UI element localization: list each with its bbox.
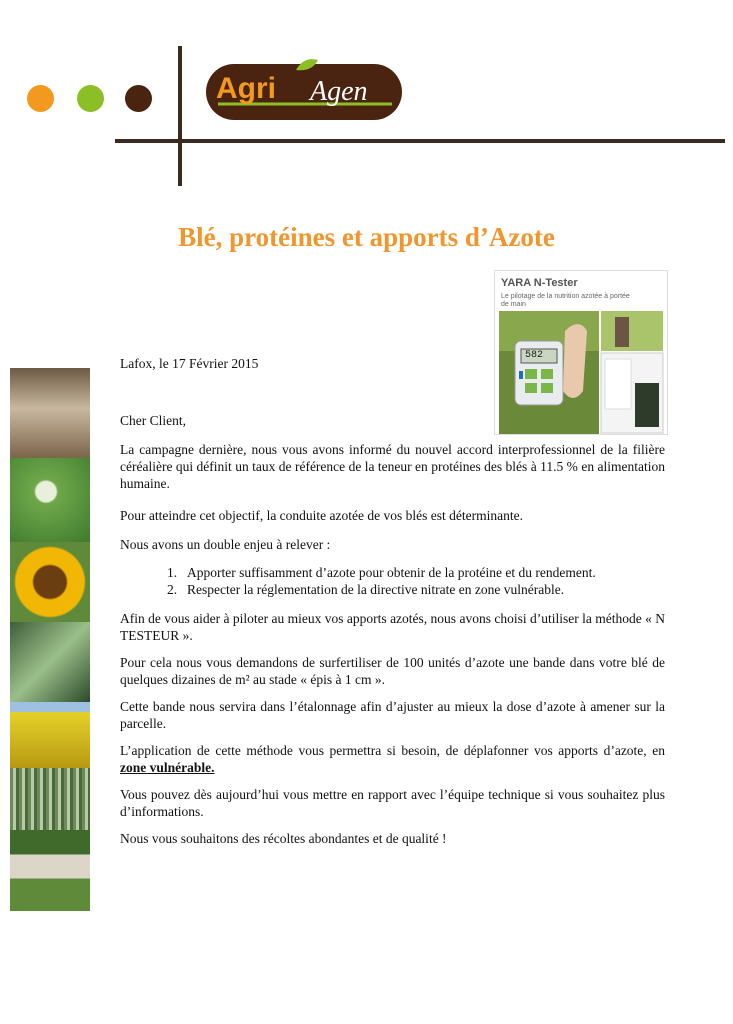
zone-vulnerable-emphasis: zone vulnérable.	[120, 760, 215, 775]
paragraph-2: Pour atteindre cet objectif, la conduite azotée de vos blés est déterminante.	[120, 508, 523, 523]
agriagen-logo	[204, 58, 404, 124]
ntester-photos	[495, 271, 667, 434]
ntester-tagline: Le pilotage de la nutrition azotée à portée de main	[501, 293, 630, 308]
photo-rapeseed	[10, 702, 90, 768]
paragraph-4: Afin de vous aider à piloter au mieux vos apports azotés, nous avons choisi d’utiliser la méthode « N TESTEUR ».	[120, 611, 665, 643]
paragraph-9: Nous vous souhaitons des récoltes abondantes et de qualité !	[120, 831, 447, 846]
photo-sheep	[10, 830, 90, 911]
ntester-image	[494, 270, 668, 435]
list-text: Apporter suffisamment d’azote pour obtenir de la protéine et du rendement.	[187, 565, 596, 580]
letter-date: Lafox, le 17 Février 2015	[120, 356, 259, 371]
photo-sunflower	[10, 542, 90, 622]
ntester-screen-value: 582	[525, 350, 544, 361]
letter-greeting: Cher Client,	[120, 413, 186, 428]
paragraph-1: La campagne dernière, nous vous avons informé du nouvel accord interprofessionnel de la filière céréalière qui définit un taux de référence de la teneur en protéines des blés à 11.5 % en alimentation humaine.	[120, 442, 665, 491]
photo-strip	[10, 368, 90, 911]
photo-wheat-leaf	[10, 622, 90, 702]
paragraph-5: Pour cela nous vous demandons de surfertiliser de 100 unités d’azote une bande dans votre blé de quelques dizaines de m² au stade « épis à 1 cm ».	[120, 655, 665, 687]
photo-wheat-ears	[10, 768, 90, 830]
ntester-brand: YARA N-Tester	[501, 277, 578, 289]
brown-dot	[125, 85, 152, 112]
paragraph-8: Vous pouvez dès aujourd’hui vous mettre en rapport avec l’équipe technique si vous souhaitez plus d’informations.	[120, 787, 665, 819]
paragraph-7	[120, 742, 665, 776]
photo-peas	[10, 458, 90, 542]
orange-dot	[27, 85, 54, 112]
list-number: 2.	[167, 582, 178, 597]
list-number: 1.	[167, 565, 178, 580]
vertical-rule	[178, 46, 182, 186]
list-item	[167, 564, 596, 581]
horizontal-rule	[115, 139, 725, 143]
list-item	[167, 581, 564, 598]
page-title: Blé, protéines et apports d’Azote	[178, 222, 555, 252]
logo-text-agri: Agri	[216, 72, 276, 105]
paragraph-6: Cette bande nous servira dans l’étalonnage afin d’ajuster au mieux la dose d’azote à amener sur la parcelle.	[120, 699, 665, 731]
list-text: Respecter la réglementation de la directive nitrate en zone vulnérable.	[187, 582, 565, 597]
photo-cows	[10, 368, 90, 458]
paragraph-3: Nous avons un double enjeu à relever :	[120, 537, 331, 552]
green-dot	[77, 85, 104, 112]
paragraph-7-text: L’application de cette méthode vous permettra si besoin, de déplafonner vos apports d’azote, en	[120, 743, 665, 758]
logo-text-agen: Agen	[310, 76, 368, 107]
